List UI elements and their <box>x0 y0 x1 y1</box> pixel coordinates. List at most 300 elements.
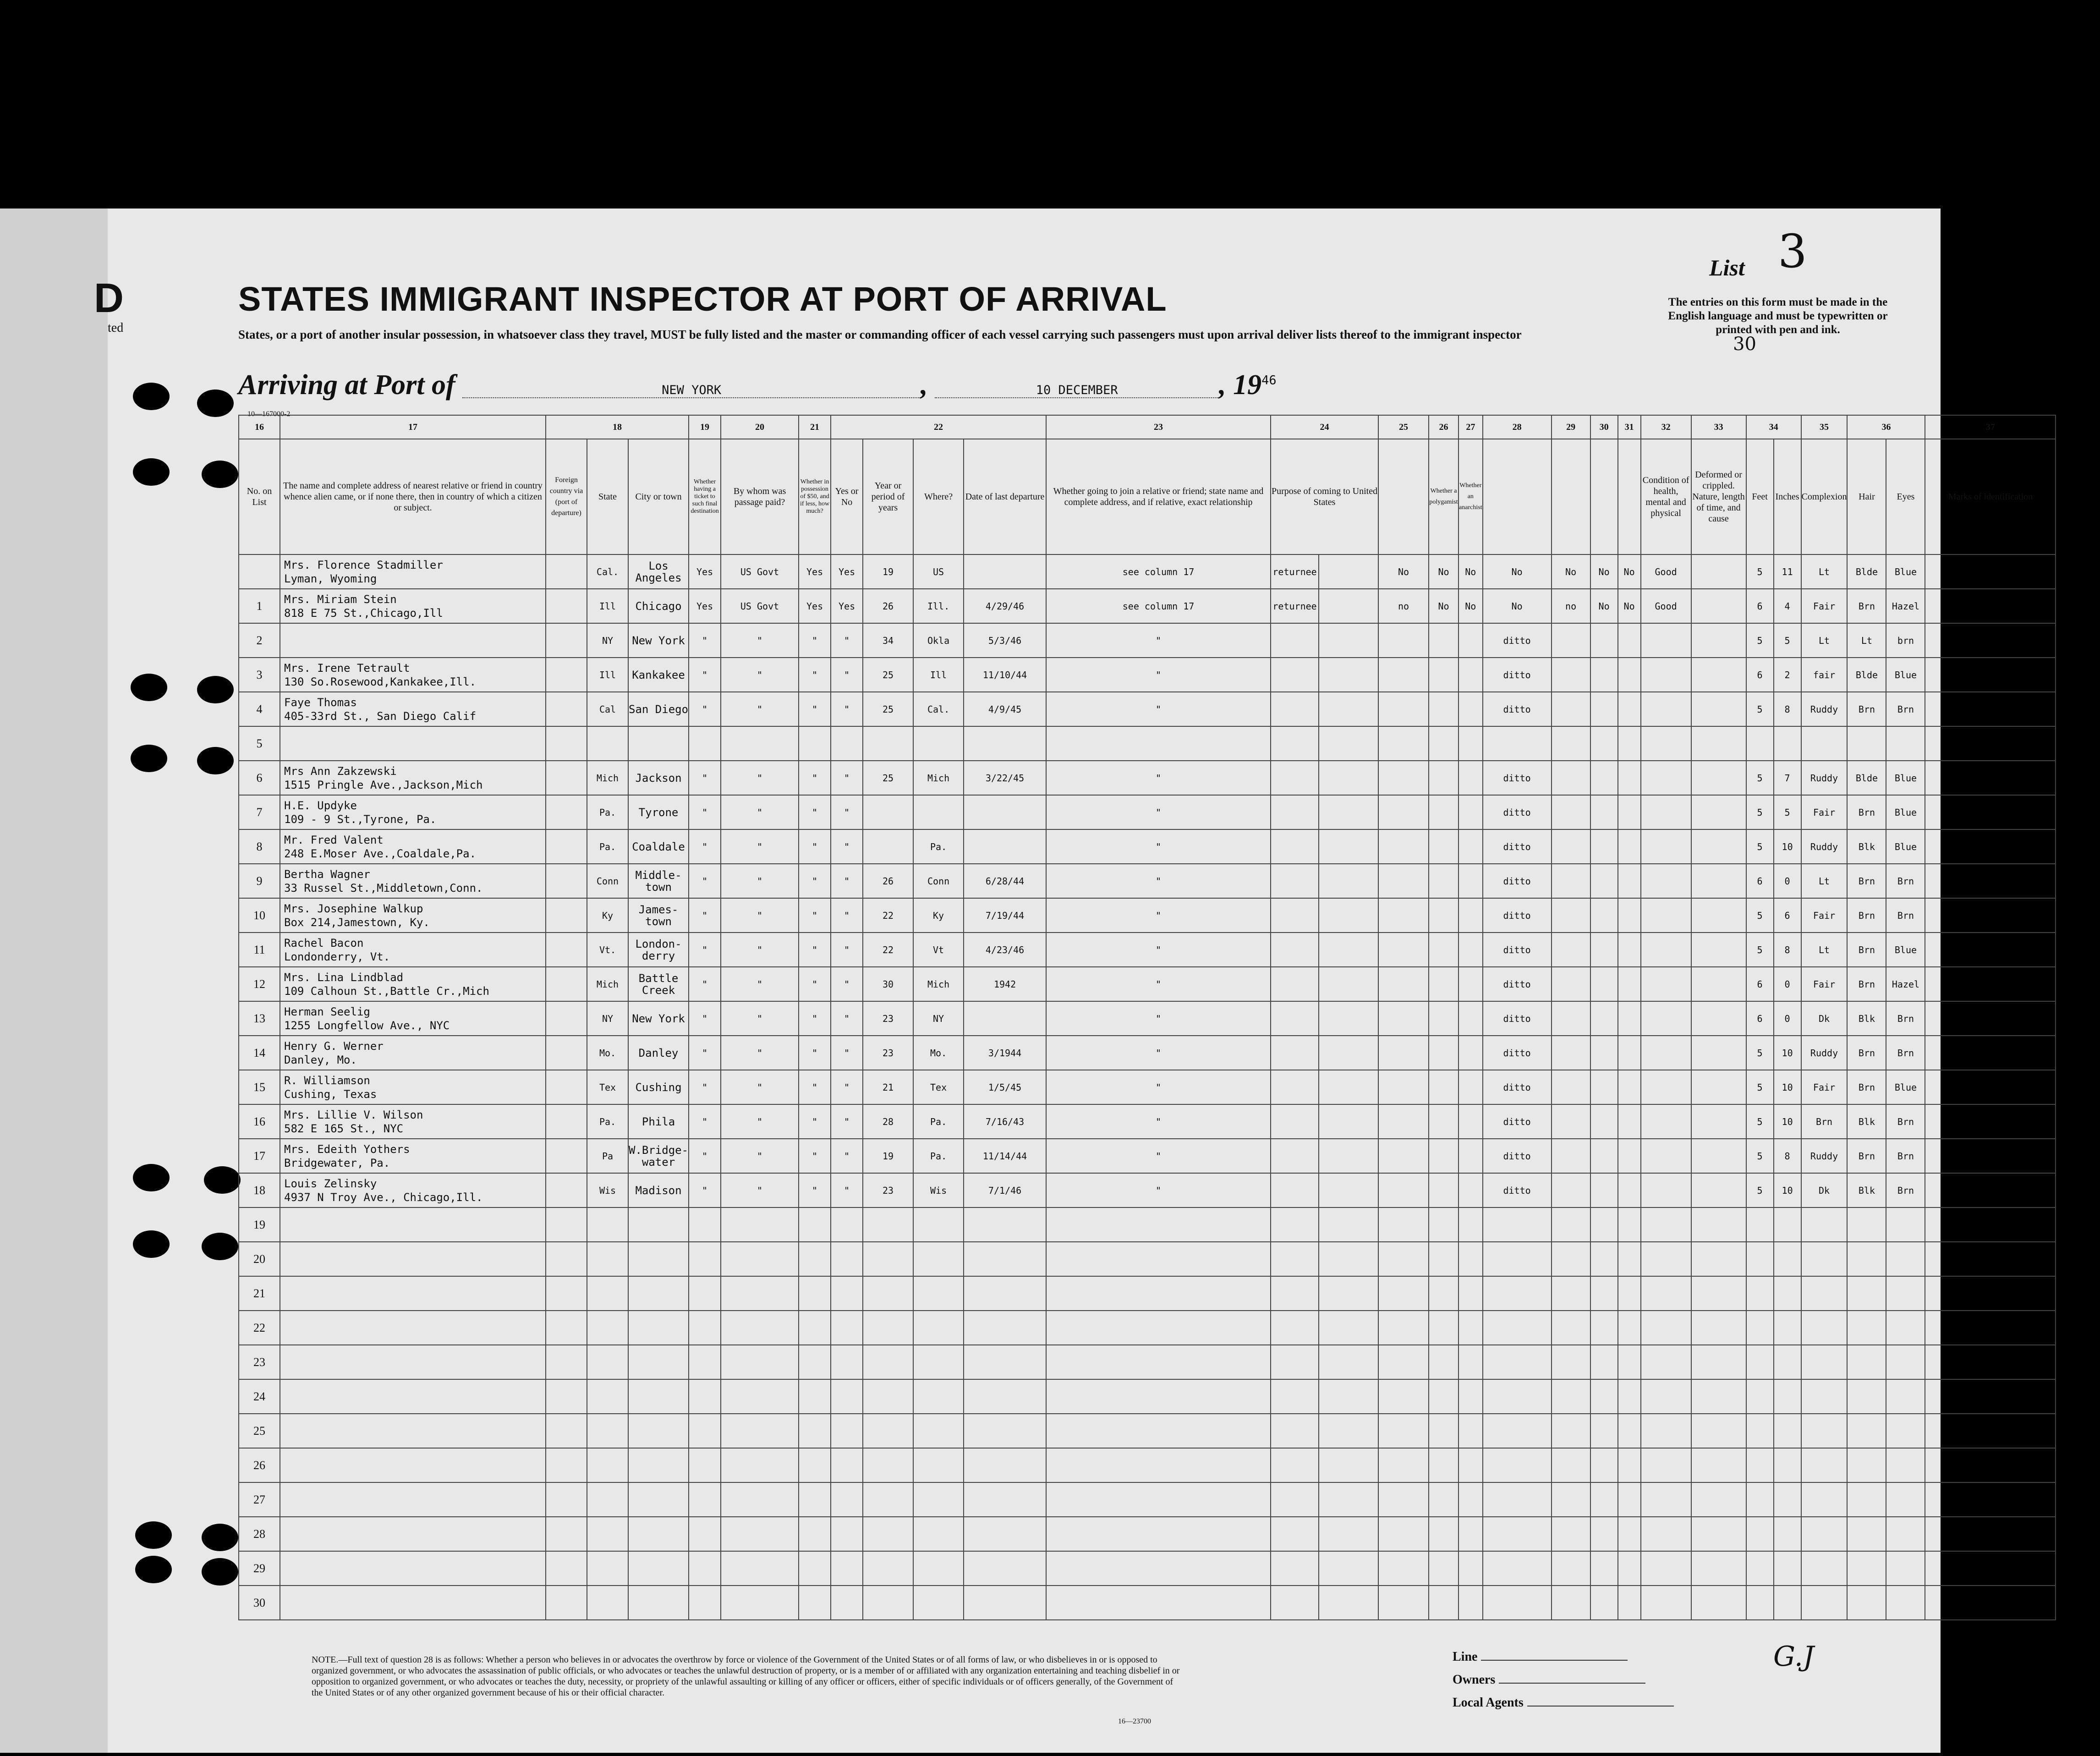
header-nearest-relative: The name and complete address of nearest relative or friend in country whence alien came, or if none there, then in country of which a citizen or subject. <box>280 439 546 554</box>
cell-c30 <box>1590 1207 1618 1242</box>
cell-complexion <box>1801 1551 1848 1586</box>
cell-city <box>628 1276 689 1311</box>
cell-purpose2 <box>1319 1448 1378 1482</box>
cell-feet: 5 <box>1746 1139 1774 1173</box>
cell-purpose <box>1271 1311 1319 1345</box>
cell-feet: 5 <box>1746 554 1774 589</box>
table-row <box>239 1379 2056 1414</box>
cell-c25 <box>1378 967 1429 1001</box>
cell-yesno: Yes <box>831 589 863 623</box>
cell-purpose2 <box>1319 1139 1378 1173</box>
table-row <box>239 898 2056 933</box>
cell-feet <box>1746 1551 1774 1586</box>
list-number: 3 <box>1778 225 1807 278</box>
cell-name: Rachel Bacon Londonderry, Vt. <box>280 933 546 967</box>
cell-name <box>280 1379 546 1414</box>
cell-name: Mrs. Florence Stadmiller Lyman, Wyoming <box>280 554 546 589</box>
cell-purpose <box>1271 1242 1319 1276</box>
arrival-line: Arriving at Port of NEW YORK , 10 DECEMBER , $19^{46}$ <box>238 369 1277 401</box>
cell-name <box>280 1517 546 1551</box>
cell-complexion: Ruddy <box>1801 692 1848 726</box>
cell-c25 <box>1378 1276 1429 1311</box>
cell-marks <box>1925 1104 2056 1139</box>
cell-purpose2 <box>1319 1551 1378 1586</box>
cell-purpose2 <box>1319 1070 1378 1104</box>
cell-money: Yes <box>799 589 831 623</box>
cell-c30 <box>1590 726 1618 761</box>
cell-ticket <box>689 1482 721 1517</box>
cell-deformed <box>1691 795 1746 829</box>
cell-purpose2 <box>1319 1001 1378 1036</box>
cell-purpose2 <box>1319 898 1378 933</box>
cell-city: Kankakee <box>628 658 689 692</box>
cell-purpose <box>1271 692 1319 726</box>
cell-yesno <box>831 1276 863 1311</box>
row-number: 28 <box>239 1517 280 1551</box>
cell-marks <box>1925 1207 2056 1242</box>
cell-c27 <box>1458 1036 1483 1070</box>
cell-years <box>863 1414 913 1448</box>
cell-money: " <box>799 933 831 967</box>
cell-deformed <box>1691 1311 1746 1345</box>
cell-name <box>280 1482 546 1517</box>
cell-years: 23 <box>863 1036 913 1070</box>
cell-ticket <box>689 726 721 761</box>
left-fragment-ted: ted <box>108 321 124 335</box>
cell-c25 <box>1378 1586 1429 1620</box>
cell-city: New York <box>628 1001 689 1036</box>
header-col-30 <box>1590 439 1618 554</box>
cell-paid <box>721 1414 799 1448</box>
cell-yesno: " <box>831 967 863 1001</box>
cell-joining: " <box>1046 761 1271 795</box>
table-row <box>239 1036 2056 1070</box>
table-row <box>239 1070 2056 1104</box>
cell-money <box>799 1517 831 1551</box>
cell-health <box>1641 1104 1691 1139</box>
cell-feet: 5 <box>1746 623 1774 658</box>
cell-name <box>280 1414 546 1448</box>
cell-purpose <box>1271 1036 1319 1070</box>
cell-years <box>863 1517 913 1551</box>
cell-where <box>913 1207 964 1242</box>
cell-c28 <box>1483 1311 1552 1345</box>
cell-purpose <box>1271 1207 1319 1242</box>
cell-name: Mr. Fred Valent 248 E.Moser Ave.,Coaldale,Pa. <box>280 829 546 864</box>
cell-foreign <box>546 967 587 1001</box>
punch-hole <box>133 1164 170 1191</box>
cell-complexion: Ruddy <box>1801 829 1848 864</box>
cell-paid: " <box>721 898 799 933</box>
cell-c27 <box>1458 1070 1483 1104</box>
cell-health <box>1641 1414 1691 1448</box>
cell-c27 <box>1458 1311 1483 1345</box>
cell-eyes: Hazel <box>1886 967 1925 1001</box>
cell-c28: ditto <box>1483 658 1552 692</box>
cell-ticket: " <box>689 658 721 692</box>
cell-name <box>280 623 546 658</box>
cell-c31 <box>1618 864 1641 898</box>
cell-years <box>863 795 913 829</box>
cell-complexion: fair <box>1801 658 1848 692</box>
cell-purpose2 <box>1319 967 1378 1001</box>
cell-purpose2 <box>1319 1242 1378 1276</box>
cell-city: W.Bridge-water <box>628 1139 689 1173</box>
cell-foreign <box>546 795 587 829</box>
cell-purpose2 <box>1319 795 1378 829</box>
cell-c27 <box>1458 1551 1483 1586</box>
row-number: 14 <box>239 1036 280 1070</box>
cell-foreign <box>546 1001 587 1036</box>
cell-c28: ditto <box>1483 933 1552 967</box>
cell-c25 <box>1378 1414 1429 1448</box>
cell-health <box>1641 1036 1691 1070</box>
row-number: 22 <box>239 1311 280 1345</box>
cell-hair: Brn <box>1847 898 1886 933</box>
table-row <box>239 829 2056 864</box>
cell-marks <box>1925 933 2056 967</box>
cell-city: Chicago <box>628 589 689 623</box>
cell-c27 <box>1458 726 1483 761</box>
header-where: Where? <box>913 439 964 554</box>
cell-inches <box>1774 1551 1801 1586</box>
cell-ticket: " <box>689 623 721 658</box>
row-number: 4 <box>239 692 280 726</box>
cell-c28 <box>1483 1551 1552 1586</box>
cell-city: Danley <box>628 1036 689 1070</box>
cell-name: Bertha Wagner 33 Russel St.,Middletown,Conn. <box>280 864 546 898</box>
col-22: 22 <box>831 415 1046 439</box>
cell-joining: " <box>1046 829 1271 864</box>
cell-c30 <box>1590 898 1618 933</box>
cell-c27 <box>1458 1139 1483 1173</box>
cell-c29 <box>1552 967 1590 1001</box>
cell-complexion: Lt <box>1801 864 1848 898</box>
cell-c29 <box>1552 1276 1590 1311</box>
cell-ticket: " <box>689 1036 721 1070</box>
cell-years <box>863 1242 913 1276</box>
cell-where <box>913 1379 964 1414</box>
cell-c25 <box>1378 1036 1429 1070</box>
cell-money <box>799 1345 831 1379</box>
cell-joining: " <box>1046 658 1271 692</box>
cell-depart: 3/1944 <box>964 1036 1046 1070</box>
cell-name <box>280 726 546 761</box>
table-row <box>239 1414 2056 1448</box>
header-complexion: Complexion <box>1801 439 1848 554</box>
cell-name <box>280 1276 546 1311</box>
cell-name: Faye Thomas 405-33rd St., San Diego Calif <box>280 692 546 726</box>
cell-joining <box>1046 1207 1271 1242</box>
cell-c29 <box>1552 1242 1590 1276</box>
cell-purpose <box>1271 864 1319 898</box>
cell-years <box>863 1276 913 1311</box>
cell-joining: " <box>1046 795 1271 829</box>
cell-c27 <box>1458 623 1483 658</box>
cell-c29 <box>1552 898 1590 933</box>
cell-health <box>1641 761 1691 795</box>
cell-name <box>280 1207 546 1242</box>
cell-foreign <box>546 1104 587 1139</box>
cell-years <box>863 1345 913 1379</box>
cell-c29 <box>1552 1517 1590 1551</box>
cell-foreign <box>546 1551 587 1586</box>
cell-health <box>1641 1173 1691 1207</box>
cell-c29 <box>1552 1173 1590 1207</box>
cell-joining <box>1046 1482 1271 1517</box>
cell-joining: see column 17 <box>1046 554 1271 589</box>
cell-name: Mrs. Irene Tetrault 130 So.Rosewood,Kankakee,Ill. <box>280 658 546 692</box>
row-number: 15 <box>239 1070 280 1104</box>
cell-feet <box>1746 1345 1774 1379</box>
cell-hair: Lt <box>1847 623 1886 658</box>
cell-hair: Blk <box>1847 1001 1886 1036</box>
cell-inches <box>1774 1586 1801 1620</box>
cell-c26 <box>1429 1139 1458 1173</box>
cell-c27 <box>1458 967 1483 1001</box>
cell-c30 <box>1590 1482 1618 1517</box>
cell-purpose2 <box>1319 829 1378 864</box>
cell-complexion <box>1801 1242 1848 1276</box>
table-row <box>239 864 2056 898</box>
col-28: 28 <box>1483 415 1552 439</box>
cell-money <box>799 1482 831 1517</box>
cell-money: " <box>799 1001 831 1036</box>
cell-c31 <box>1618 1345 1641 1379</box>
cell-feet: 6 <box>1746 589 1774 623</box>
cell-joining: " <box>1046 1001 1271 1036</box>
cell-ticket: " <box>689 967 721 1001</box>
cell-inches: 6 <box>1774 898 1801 933</box>
cell-depart: 3/22/45 <box>964 761 1046 795</box>
cell-c29 <box>1552 1379 1590 1414</box>
cell-c30 <box>1590 1414 1618 1448</box>
cell-c31 <box>1618 1414 1641 1448</box>
cell-ticket <box>689 1276 721 1311</box>
row-number: 25 <box>239 1414 280 1448</box>
cell-inches <box>1774 1345 1801 1379</box>
cell-complexion <box>1801 1517 1848 1551</box>
cell-c27 <box>1458 1345 1483 1379</box>
cell-depart <box>964 1448 1046 1482</box>
cell-foreign <box>546 1345 587 1379</box>
cell-paid <box>721 1551 799 1586</box>
cell-c28 <box>1483 1517 1552 1551</box>
cell-c25 <box>1378 1207 1429 1242</box>
cell-c28: ditto <box>1483 864 1552 898</box>
cell-state: Mich <box>587 967 628 1001</box>
cell-where <box>913 1311 964 1345</box>
cell-money: " <box>799 898 831 933</box>
cell-purpose <box>1271 898 1319 933</box>
cell-c30 <box>1590 692 1618 726</box>
cell-yesno: " <box>831 933 863 967</box>
cell-deformed <box>1691 1036 1746 1070</box>
cell-foreign <box>546 1311 587 1345</box>
cell-depart: 4/29/46 <box>964 589 1046 623</box>
cell-money <box>799 1551 831 1586</box>
cell-hair: Blde <box>1847 761 1886 795</box>
cell-eyes: Blue <box>1886 795 1925 829</box>
cell-health <box>1641 1586 1691 1620</box>
table-row <box>239 658 2056 692</box>
cell-c31 <box>1618 1448 1641 1482</box>
cell-c30 <box>1590 1276 1618 1311</box>
cell-c25 <box>1378 1173 1429 1207</box>
col-21: 21 <box>799 415 831 439</box>
table-row <box>239 1139 2056 1173</box>
cell-c31 <box>1618 658 1641 692</box>
cell-depart: 4/9/45 <box>964 692 1046 726</box>
cell-c25 <box>1378 1139 1429 1173</box>
cell-eyes <box>1886 1311 1925 1345</box>
table-row <box>239 726 2056 761</box>
cell-deformed <box>1691 898 1746 933</box>
cell-c25 <box>1378 864 1429 898</box>
manifest-table <box>238 415 2056 1620</box>
cell-purpose <box>1271 1139 1319 1173</box>
cell-c26 <box>1429 1414 1458 1448</box>
cell-health <box>1641 1070 1691 1104</box>
row-number: 27 <box>239 1482 280 1517</box>
cell-where: Okla <box>913 623 964 658</box>
cell-complexion <box>1801 1311 1848 1345</box>
cell-feet <box>1746 1276 1774 1311</box>
cell-name <box>280 1448 546 1482</box>
cell-foreign <box>546 692 587 726</box>
cell-c28 <box>1483 1207 1552 1242</box>
cell-inches <box>1774 1311 1801 1345</box>
col-32: 32 <box>1641 415 1691 439</box>
cell-c25 <box>1378 795 1429 829</box>
cell-yesno <box>831 1414 863 1448</box>
cell-paid: " <box>721 761 799 795</box>
cell-c29 <box>1552 795 1590 829</box>
owners-label: Owners <box>1453 1673 1496 1687</box>
cell-joining <box>1046 726 1271 761</box>
cell-where <box>913 795 964 829</box>
cell-where <box>913 1242 964 1276</box>
punch-hole <box>133 458 170 486</box>
header-col-29 <box>1552 439 1590 554</box>
cell-complexion: Lt <box>1801 623 1848 658</box>
cell-years: 25 <box>863 761 913 795</box>
cell-hair <box>1847 726 1886 761</box>
cell-hair <box>1847 1551 1886 1586</box>
cell-purpose2 <box>1319 554 1378 589</box>
cell-city: San Diego <box>628 692 689 726</box>
cell-eyes <box>1886 1276 1925 1311</box>
cell-complexion: Fair <box>1801 795 1848 829</box>
cell-money: " <box>799 1173 831 1207</box>
cell-purpose <box>1271 1414 1319 1448</box>
row-number: 29 <box>239 1551 280 1586</box>
cell-yesno <box>831 726 863 761</box>
cell-c29: no <box>1552 589 1590 623</box>
cell-city <box>628 1551 689 1586</box>
col-19: 19 <box>689 415 721 439</box>
cell-depart <box>964 1207 1046 1242</box>
cell-yesno: " <box>831 623 863 658</box>
cell-c27 <box>1458 1207 1483 1242</box>
cell-inches: 5 <box>1774 795 1801 829</box>
cell-health <box>1641 1379 1691 1414</box>
cell-complexion: Dk <box>1801 1173 1848 1207</box>
cell-state: NY <box>587 1001 628 1036</box>
cell-marks <box>1925 658 2056 692</box>
cell-c30 <box>1590 864 1618 898</box>
cell-c28: ditto <box>1483 692 1552 726</box>
table-row <box>239 1311 2056 1345</box>
cell-hair <box>1847 1448 1886 1482</box>
cell-c31 <box>1618 1276 1641 1311</box>
cell-deformed <box>1691 1173 1746 1207</box>
punch-hole <box>202 461 238 488</box>
cell-yesno: Yes <box>831 554 863 589</box>
cell-c27 <box>1458 1414 1483 1448</box>
col-33: 33 <box>1691 415 1746 439</box>
cell-yesno: " <box>831 795 863 829</box>
cell-c25 <box>1378 1242 1429 1276</box>
cell-depart <box>964 1242 1046 1276</box>
cell-c29 <box>1552 658 1590 692</box>
cell-c30 <box>1590 1517 1618 1551</box>
cell-purpose2 <box>1319 864 1378 898</box>
row-number: 5 <box>239 726 280 761</box>
cell-state: Pa. <box>587 829 628 864</box>
cell-purpose <box>1271 967 1319 1001</box>
cell-inches: 10 <box>1774 1104 1801 1139</box>
cell-depart <box>964 1414 1046 1448</box>
cell-c29 <box>1552 864 1590 898</box>
table-row <box>239 1482 2056 1517</box>
cell-inches <box>1774 1379 1801 1414</box>
cell-money: " <box>799 1139 831 1173</box>
cell-purpose2 <box>1319 589 1378 623</box>
cell-paid: US Govt <box>721 554 799 589</box>
cell-c29 <box>1552 692 1590 726</box>
cell-foreign <box>546 1070 587 1104</box>
table-row <box>239 933 2056 967</box>
cell-c27 <box>1458 1173 1483 1207</box>
cell-foreign <box>546 1173 587 1207</box>
punch-hole <box>131 674 167 701</box>
cell-marks <box>1925 1276 2056 1311</box>
cell-depart: 11/14/44 <box>964 1139 1046 1173</box>
cell-city: Coaldale <box>628 829 689 864</box>
cell-c26 <box>1429 1036 1458 1070</box>
row-number: 10 <box>239 898 280 933</box>
cell-state: Ill <box>587 658 628 692</box>
cell-c26 <box>1429 1379 1458 1414</box>
cell-where: Mich <box>913 761 964 795</box>
cell-c26 <box>1429 1517 1458 1551</box>
cell-c27 <box>1458 1242 1483 1276</box>
cell-feet: 6 <box>1746 658 1774 692</box>
cell-marks <box>1925 898 2056 933</box>
cell-c28: ditto <box>1483 1173 1552 1207</box>
table-row <box>239 1104 2056 1139</box>
table-row <box>239 623 2056 658</box>
cell-hair <box>1847 1207 1886 1242</box>
cell-yesno: " <box>831 1036 863 1070</box>
cell-yesno <box>831 1517 863 1551</box>
cell-where <box>913 1517 964 1551</box>
cell-city <box>628 1207 689 1242</box>
cell-state <box>587 1311 628 1345</box>
cell-c27 <box>1458 1517 1483 1551</box>
cell-c29 <box>1552 829 1590 864</box>
